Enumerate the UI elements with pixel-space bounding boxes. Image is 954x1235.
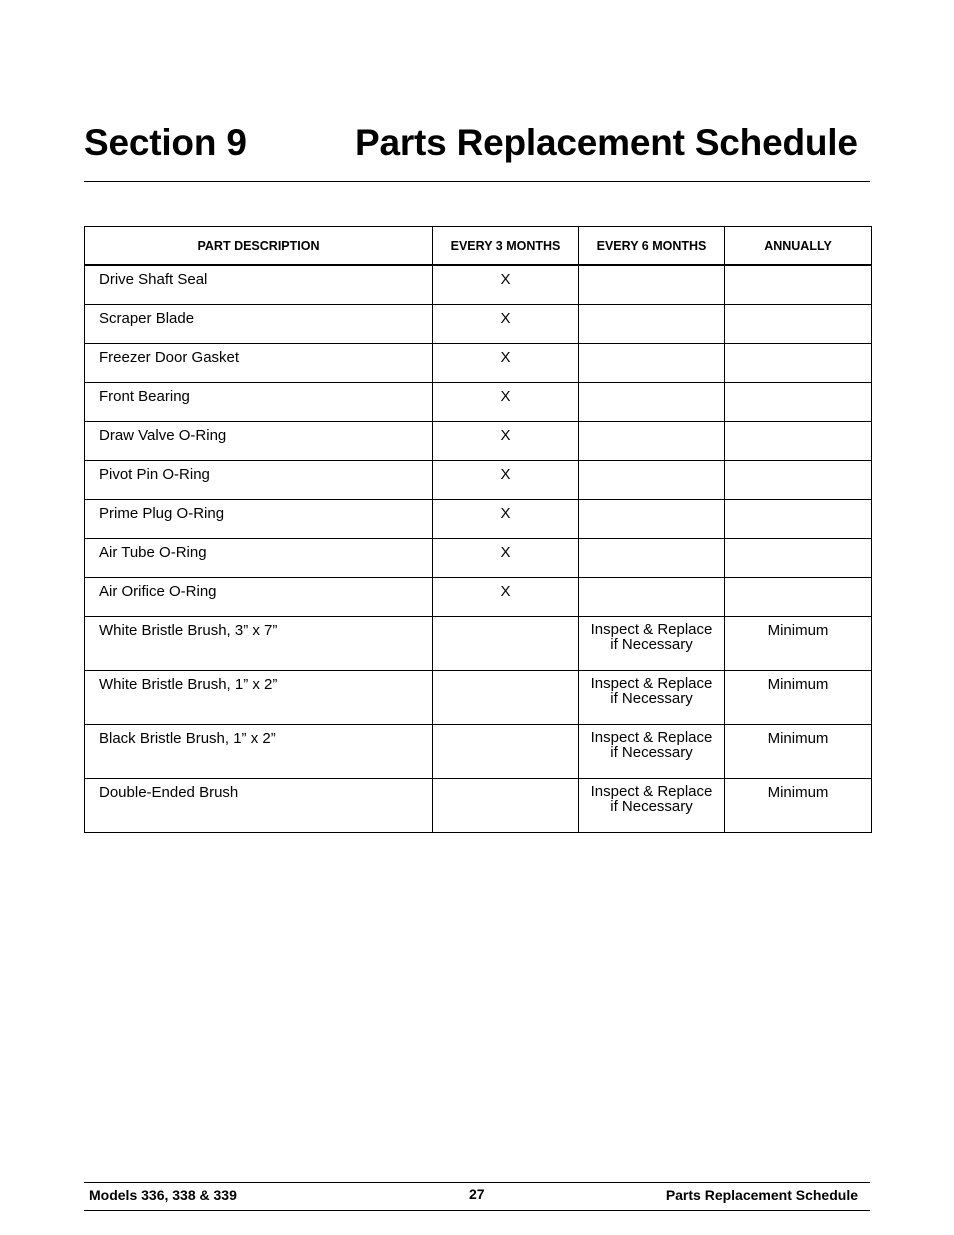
footer-page-number: 27: [469, 1186, 485, 1202]
table-row: [85, 578, 872, 617]
footer-top-rule: [84, 1182, 870, 1183]
every-3-months-cell: X: [433, 539, 579, 578]
inspect-replace-text: Inspect & Replace: [590, 783, 713, 800]
column-header-annually: ANNUALLY: [725, 227, 872, 266]
part-description-cell: Drive Shaft Seal: [85, 265, 433, 305]
every-3-months-cell: X: [433, 500, 579, 539]
part-description-cell: Front Bearing: [85, 383, 433, 422]
inspect-replace-text: Inspect & Replace: [590, 675, 713, 692]
if-necessary-text: if Necessary: [610, 690, 693, 707]
every-3-months-cell: [433, 617, 579, 671]
if-necessary-text: if Necessary: [610, 636, 693, 653]
footer-bottom-rule: [84, 1210, 870, 1211]
column-header-part-description: PART DESCRIPTION: [85, 227, 433, 266]
part-description-cell: Prime Plug O-Ring: [85, 500, 433, 539]
every-3-months-cell: X: [433, 422, 579, 461]
every-3-months-cell: X: [433, 305, 579, 344]
every-6-months-cell: [579, 344, 725, 383]
part-description-cell: Air Orifice O-Ring: [85, 578, 433, 617]
annually-cell: [725, 578, 872, 617]
parts-replacement-table: [84, 226, 872, 833]
every-3-months-cell: [433, 725, 579, 779]
table-row: [85, 779, 872, 833]
every-6-months-cell: [579, 539, 725, 578]
every-3-months-cell: X: [433, 578, 579, 617]
every-6-months-cell: [579, 265, 725, 305]
header-divider: [84, 181, 870, 182]
table-row: [85, 344, 872, 383]
every-6-months-cell: [579, 305, 725, 344]
annually-cell: Minimum: [725, 725, 872, 779]
footer-section-title: Parts Replacement Schedule: [665, 1187, 858, 1203]
every-6-months-cell: [579, 617, 725, 671]
if-necessary-text: if Necessary: [610, 798, 693, 815]
table-row: [85, 671, 872, 725]
every-6-months-cell: [579, 500, 725, 539]
every-6-months-cell: [579, 422, 725, 461]
annually-cell: [725, 539, 872, 578]
table-row: [85, 539, 872, 578]
page-header: [84, 122, 870, 166]
part-description-cell: Freezer Door Gasket: [85, 344, 433, 383]
section-title: Parts Replacement Schedule: [355, 122, 858, 163]
section-number: Section 9: [84, 122, 247, 163]
every-3-months-cell: [433, 671, 579, 725]
every-3-months-cell: X: [433, 461, 579, 500]
annually-cell: [725, 265, 872, 305]
table-row: [85, 383, 872, 422]
table-row: [85, 422, 872, 461]
footer-models: Models 336, 338 & 339: [89, 1187, 237, 1203]
table-header-row: [85, 227, 872, 266]
table-row: [85, 617, 872, 671]
part-description-cell: Air Tube O-Ring: [85, 539, 433, 578]
annually-cell: [725, 305, 872, 344]
every-6-months-cell: [579, 779, 725, 833]
part-description-cell: Scraper Blade: [85, 305, 433, 344]
column-header-every-3-months: EVERY 3 MONTHS: [433, 227, 579, 266]
every-6-months-cell: [579, 578, 725, 617]
every-3-months-cell: [433, 779, 579, 833]
annually-cell: Minimum: [725, 671, 872, 725]
part-description-cell: Double-Ended Brush: [85, 779, 433, 833]
every-3-months-cell: X: [433, 344, 579, 383]
part-description-cell: White Bristle Brush, 1” x 2”: [85, 671, 433, 725]
every-6-months-cell: [579, 461, 725, 500]
every-6-months-cell: [579, 725, 725, 779]
part-description-cell: Pivot Pin O-Ring: [85, 461, 433, 500]
part-description-cell: Draw Valve O-Ring: [85, 422, 433, 461]
part-description-cell: Black Bristle Brush, 1” x 2”: [85, 725, 433, 779]
every-3-months-cell: X: [433, 265, 579, 305]
annually-cell: Minimum: [725, 617, 872, 671]
table-row: [85, 500, 872, 539]
annually-cell: [725, 461, 872, 500]
table-row: [85, 461, 872, 500]
annually-cell: [725, 422, 872, 461]
column-header-every-6-months: EVERY 6 MONTHS: [579, 227, 725, 266]
annually-cell: [725, 383, 872, 422]
annually-cell: Minimum: [725, 779, 872, 833]
table-row: [85, 725, 872, 779]
every-6-months-cell: [579, 671, 725, 725]
inspect-replace-text: Inspect & Replace: [590, 621, 713, 638]
annually-cell: [725, 500, 872, 539]
every-3-months-cell: X: [433, 383, 579, 422]
inspect-replace-text: Inspect & Replace: [590, 729, 713, 746]
annually-cell: [725, 344, 872, 383]
table-row: [85, 265, 872, 305]
part-description-cell: White Bristle Brush, 3” x 7”: [85, 617, 433, 671]
every-6-months-cell: [579, 383, 725, 422]
table-row: [85, 305, 872, 344]
if-necessary-text: if Necessary: [610, 744, 693, 761]
